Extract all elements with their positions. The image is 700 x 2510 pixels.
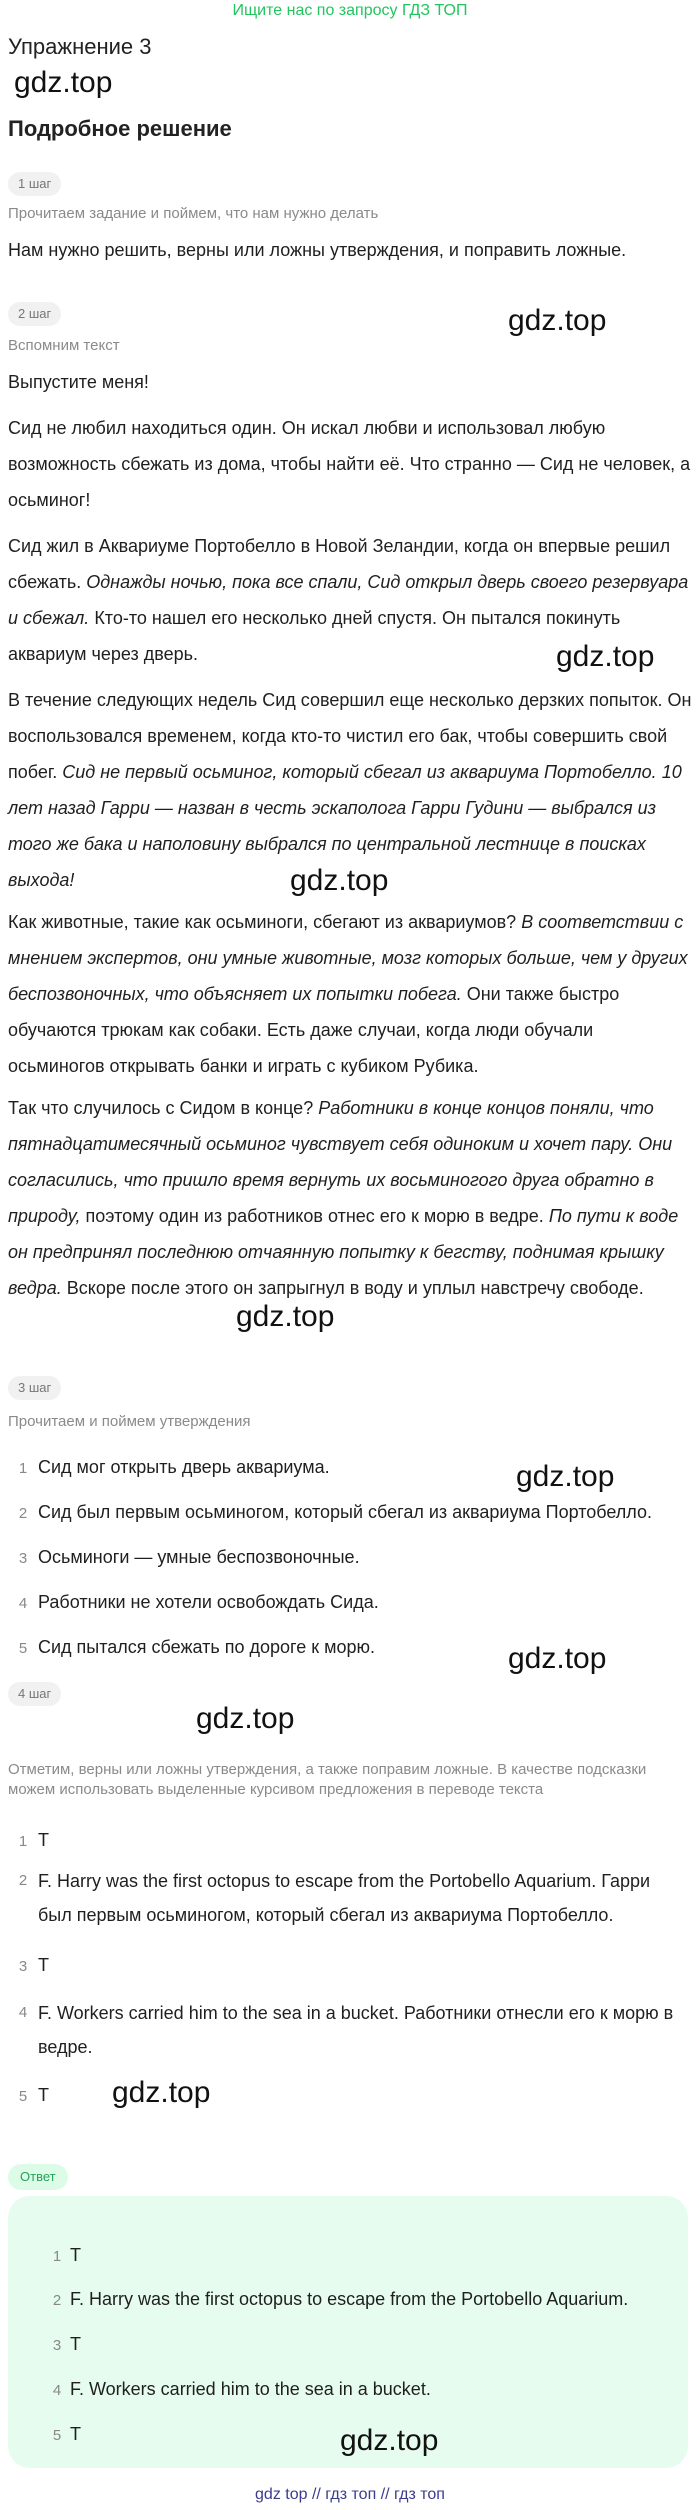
statement-text: Сид мог открыть дверь аквариума. bbox=[38, 1457, 330, 1477]
statement-item bbox=[8, 1452, 330, 1482]
paragraph-5-italic-2: По пути к воде он предпринял последнюю отчаянную попытку к бегству, поднимая крышку ведра. bbox=[8, 1206, 679, 1298]
paragraph-3-part-a: В течение следующих недель Сид совершил еще несколько дерзких попыток. Он воспользовался временем, когда кто-то чистил его бак, чтобы совершить свой побег. bbox=[8, 690, 692, 782]
statement-item bbox=[8, 1632, 375, 1662]
final-answer-text: F. Harry was the first octopus to escape from the Portobello Aquarium. bbox=[70, 2289, 629, 2309]
final-answer-text: T bbox=[70, 2245, 81, 2265]
statement-text: Сид был первым осьминогом, который сбегал из аквариума Портобелло. bbox=[38, 1502, 653, 1522]
paragraph-5-part-e: Вскоре после этого он запрыгнул в воду и уплыл навстречу свободе. bbox=[66, 1278, 644, 1298]
statement-item bbox=[8, 1587, 379, 1617]
answer-badge: Ответ bbox=[8, 2164, 68, 2190]
step-1-badge: 1 шаг bbox=[8, 172, 61, 196]
final-answer-text: T bbox=[70, 2424, 81, 2444]
watermark: gdz.top bbox=[14, 66, 113, 99]
final-answer-item bbox=[44, 2284, 628, 2314]
paragraph-2-part-c: Кто-то нашел его несколько дней спустя. Он пытался покинуть аквариум через дверь. bbox=[8, 608, 621, 664]
answer-text: T bbox=[38, 1830, 49, 1850]
step-1-hint: Прочитаем задание и поймем, что нам нужно делать bbox=[8, 205, 379, 222]
statement-number: 1 bbox=[18, 1460, 28, 1477]
answer-text: T bbox=[38, 2085, 49, 2105]
final-answer-number: 1 bbox=[52, 2248, 62, 2265]
final-answer-item bbox=[44, 2240, 81, 2270]
statement-text: Сид пытался сбежать по дороге к морю. bbox=[38, 1637, 375, 1657]
watermark: gdz.top bbox=[556, 640, 655, 673]
answer-item bbox=[8, 1825, 49, 1855]
answer-text: F. Harry was the first octopus to escape from the Portobello Aquarium. Гарри был первым осьминогом, который сбегал из аквариума Портобелло. bbox=[38, 1871, 651, 1925]
answer-item bbox=[8, 1996, 678, 2064]
step-1-text: Нам нужно решить, верны или ложны утверждения, и поправить ложные. bbox=[8, 240, 627, 260]
step-3-hint: Прочитаем и поймем утверждения bbox=[8, 1413, 251, 1430]
watermark: gdz.top bbox=[290, 864, 389, 897]
answer-item bbox=[8, 1950, 49, 1980]
paragraph-4 bbox=[8, 904, 692, 1084]
answer-text: F. Workers carried him to the sea in a bucket. Работники отнесли его к морю в ведре. bbox=[38, 2003, 674, 2057]
statement-item bbox=[8, 1497, 652, 1527]
statement-item bbox=[8, 1542, 360, 1572]
statement-number: 2 bbox=[18, 1505, 28, 1522]
watermark: gdz.top bbox=[340, 2424, 439, 2457]
watermark: gdz.top bbox=[112, 2076, 211, 2109]
paragraph-4-italic: В соответствии с мнением экспертов, они умные животные, мозг которых больше, чем у других беспозвоночных, что объясняет их попытки побега. bbox=[8, 912, 688, 1004]
answer-item bbox=[8, 2080, 49, 2110]
footer-links[interactable]: gdz top // гдз топ // гдз топ bbox=[255, 2486, 445, 2503]
paragraph-5-part-a: Так что случилось с Сидом в конце? bbox=[8, 1098, 314, 1118]
answer-number: 1 bbox=[18, 1833, 28, 1850]
paragraph-3-italic: Сид не первый осьминог, который сбегал из аквариума Портобелло. 10 лет назад Гарри — назван в честь эскаполога Гарри Гудини — выбрался из того же бака и наполовину выбрался по центральной лестнице в поисках выхода! bbox=[8, 762, 682, 890]
paragraph-4-part-a: Как животные, такие как осьминоги, сбегают из аквариумов? bbox=[8, 912, 517, 932]
answer-number: 2 bbox=[18, 1872, 28, 1889]
watermark: gdz.top bbox=[508, 304, 607, 337]
statement-text: Работники не хотели освобождать Сида. bbox=[38, 1592, 379, 1612]
answer-number: 4 bbox=[18, 2004, 28, 2021]
step-3-badge: 3 шаг bbox=[8, 1376, 61, 1400]
answer-number: 5 bbox=[18, 2088, 28, 2105]
paragraph-2-italic: Однажды ночью, пока все спали, Сид открыл дверь своего резервуара и сбежал. bbox=[8, 572, 689, 628]
watermark: gdz.top bbox=[236, 1300, 335, 1333]
watermark: gdz.top bbox=[508, 1642, 607, 1675]
paragraph-5 bbox=[8, 1090, 692, 1306]
paragraph-4-part-c: Они также быстро обучаются трюкам как собаки. Есть даже случаи, когда люди обучали осьминогов открывать банки и играть с кубиком Рубика. bbox=[8, 984, 620, 1076]
search-banner: Ищите нас по запросу ГДЗ ТОП bbox=[232, 2, 468, 19]
final-answer-number: 2 bbox=[52, 2292, 62, 2309]
answer-number: 3 bbox=[18, 1958, 28, 1975]
paragraph-2-part-a: Сид жил в Аквариуме Портобелло в Новой Зеландии, когда он впервые решил сбежать. bbox=[8, 536, 671, 592]
statement-number: 4 bbox=[18, 1595, 28, 1612]
final-answer-text: T bbox=[70, 2334, 81, 2354]
final-answer-number: 3 bbox=[52, 2337, 62, 2354]
step-2-hint: Вспомним текст bbox=[8, 337, 120, 354]
statement-number: 5 bbox=[18, 1640, 28, 1657]
final-answer-number: 5 bbox=[52, 2427, 62, 2444]
page-title: Упражнение 3 bbox=[8, 34, 152, 59]
final-answer-number: 4 bbox=[52, 2382, 62, 2399]
statement-text: Осьминоги — умные беспозвоночные. bbox=[38, 1547, 360, 1567]
text-heading: Выпустите меня! bbox=[8, 372, 149, 392]
final-answer-item bbox=[44, 2374, 431, 2404]
watermark: gdz.top bbox=[196, 1702, 295, 1735]
step-4-badge: 4 шаг bbox=[8, 1682, 61, 1706]
answer-item bbox=[8, 1864, 678, 1932]
paragraph-5-italic-1: Работники в конце концов поняли, что пятнадцатимесячный осьминог чувствует себя одиноким и хочет пару. Они согласились, что пришло время вернуть их восьминогого друга обратно в природу, bbox=[8, 1098, 673, 1226]
watermark: gdz.top bbox=[516, 1460, 615, 1493]
paragraph-1: Сид не любил находиться один. Он искал любви и использовал любую возможность сбежать из дома, чтобы найти её. Что странно — Сид не человек, а осьминог! bbox=[8, 418, 691, 510]
solution-heading: Подробное решение bbox=[8, 116, 232, 141]
step-2-badge: 2 шаг bbox=[8, 302, 61, 326]
paragraph-5-part-c: поэтому один из работников отнес его к морю в ведре. bbox=[85, 1206, 544, 1226]
statement-number: 3 bbox=[18, 1550, 28, 1567]
final-answer-item bbox=[44, 2419, 81, 2449]
final-answer-item bbox=[44, 2329, 81, 2359]
final-answer-text: F. Workers carried him to the sea in a bucket. bbox=[70, 2379, 431, 2399]
answer-text: T bbox=[38, 1955, 49, 1975]
step-4-hint: Отметим, верны или ложны утверждения, а также поправим ложные. В качестве подсказки можем использовать выделенные курсивом предложения в переводе текста bbox=[8, 1761, 647, 1798]
